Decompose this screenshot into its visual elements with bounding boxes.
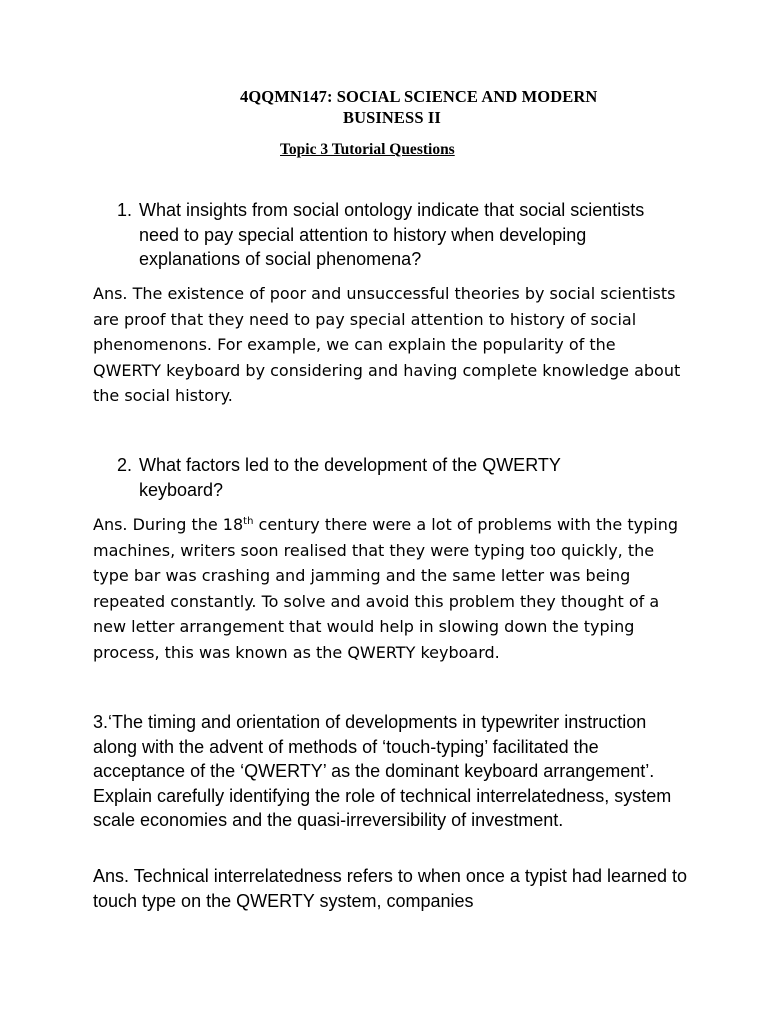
question-2-text: What factors led to the development of the QWERTY keyboard? [139,455,561,500]
answer-3: Ans. Technical interrelatedness refers to when once a typist had learned to touch type on the QWERTY system, companies [93,866,688,911]
question-2 [117,453,647,502]
question-1 [117,198,647,272]
answer-2-part-2: century there were a lot of problems with the typing machines, writers soon realised that they were typing too quickly, the type bar was crashing and jamming and the same letter was being repeated constantly. To solve and avoid this problem they thought of a new letter arrangement that would help in slowing down the typing process, this was known as the QWERTY keyboard. [93,515,678,662]
course-title [240,86,660,128]
question-3 [93,710,693,833]
question-1-number: 1. [117,200,133,220]
question-1-text: What insights from social ontology indicate that social scientists need to pay special attention to history when developing explanations of social phenomena? [139,200,645,269]
course-title-line-1: 4QQMN147: SOCIAL SCIENCE AND MODERN [240,87,598,106]
tutorial-subtitle: Topic 3 Tutorial Questions [280,141,455,158]
answer-2-superscript: th [243,516,254,527]
answer-1: Ans. The existence of poor and unsuccessful theories by social scientists are proof that they need to pay special attention to history of social phenomenons. For example, we can explain the popularity of the QWERTY keyboard by considering and having complete knowledge about the social history. [93,284,681,405]
question-2-number: 2. [117,455,133,475]
answer-2-part-1: Ans. During the 18 [93,515,244,534]
question-3-text: 3.‘The timing and orientation of developments in typewriter instruction along with the advent of methods of ‘touch-typing’ facilitated the acceptance of the ‘QWERTY’ as the dominant keyboard arrangement’. Explain carefully identifying the role of technical interrelatedness, system scale economies and the quasi-irreversibility of investment. [93,712,672,830]
course-title-line-2: BUSINESS II [343,108,441,127]
answer-2 [93,512,683,665]
